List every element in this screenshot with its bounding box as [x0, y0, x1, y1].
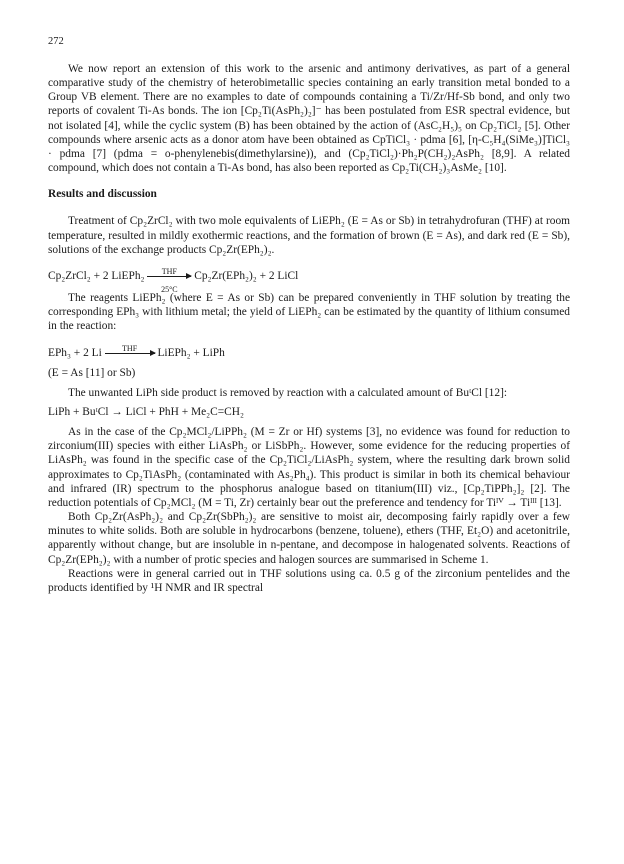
- equation-lithiation-reactants: EPh₃ + 2 Li: [48, 346, 102, 359]
- arrow-line: [105, 353, 155, 354]
- paragraph-stability: Both Cp₂Zr(AsPh₂)₂ and Cp₂Zr(SbPh₂)₂ are sensitive to moist air, decomposing fairly rapidly over a few minutes to white solids. Both are soluble in hydrocarbons (benzene, toluene), ethers (THF, Et₂O) and acetonitrile, apparently without change, but are insoluble in n-pentane, and decompose in halogenated solvents. Reactions of Cp₂Zr(EPh₂)₂ with a number of protic species and halogen sources are summarised in Scheme 1.: [48, 511, 570, 566]
- equation-exchange-reactants: Cp₂ZrCl₂ + 2 LiEPh₂: [48, 269, 145, 282]
- page-number: 272: [48, 36, 64, 47]
- equation-quench: LiPh + BuᵗCl → LiCl + PhH + Me₂C=CH₂: [48, 405, 244, 418]
- paragraph-reagents: The reagents LiEPh₂ (where E = As or Sb) can be prepared conveniently in THF solution by treating the corresponding EPh₃ with lithium metal; the yield of LiEPh₂ can be estimated by the quantity of lithium consumed in the reaction:: [48, 292, 570, 333]
- paragraph-introduction: We now report an extension of this work to the arsenic and antimony derivatives, as part of a general comparative study of the chemistry of heterobimetallic species containing an early transition metal bonded to a Group VB element. There are no examples to date of compounds containing a Ti/Zr/Hf-Sb bond, and only two reports of covalent Ti-As bonds. The ion [Cp₂Ti(AsPh₂)₂]⁻ has been postulated from ESR spectral evidence, but not isolated [4], while the cyclic system (B) has been obtained by the action of (AsC₂H₅)₅ on Cp₂TiCl₂ [5]. Other compounds where arsenic acts as a donor atom have been obtained as CpTiCl₃ · pdma [6], [η-C₅H₄(SiMe₃)]TiCl₃ · pdma [7] (pdma = o-phenylenebis(dimethylarsine)), and (Cp₂TiCl₂)·Ph₂P(CH₂)₂AsPh₂ [8,9]. A related compound, which does not contain a Ti-As bond, has also been reported as Cp₂Ti(CH₂)₃AsMe₂ [10].: [48, 63, 570, 175]
- equation-exchange: [48, 267, 570, 295]
- equation-exchange-products: Cp₂Zr(EPh₂)₂ + 2 LiCl: [194, 269, 299, 282]
- section-heading: Results and discussion: [48, 188, 157, 201]
- arrow-condition-solvent: THF: [122, 343, 138, 353]
- reaction-arrow: [105, 343, 155, 354]
- equation-lithiation-products: LiEPh₂ + LiPh: [157, 346, 225, 359]
- equation-lithiation-note: (E = As [11] or Sb): [48, 366, 136, 379]
- equation-lithiation: [48, 343, 570, 360]
- arrow-line: [147, 276, 191, 277]
- arrow-condition-temperature: 25°C: [161, 285, 178, 295]
- article-body: [48, 62, 570, 595]
- paragraph-reduction: As in the case of the Cp₂MCl₂/LiPPh₂ (M = Zr or Hf) systems [3], no evidence was found for reduction to zirconium(III) species with either LiAsPh₂ or LiSbPh₂. However, some evidence for the reducing properties of LiAsPh₂ was found in the specific case of the Cp₂TiCl₂/LiAsPh₂ system, where the resulting dark brown solid approximates to Cp₂TiAsPh₂ (contaminated with As₂Ph₄). This product is similar in both its chemical behaviour and infrared (IR) spectrum to the phosphorus analogue based on titanium(III) viz., [Cp₂TiPPh₂]₂ [2]. The reduction potentials of Cp₂MCl₂ (M = Ti, Zr) certainly bear out the preference and tendency for Tiᴵⱽ → Tiᴵᴵᴵ [13].: [48, 426, 570, 509]
- paragraph-reactions: Reactions were in general carried out in THF solutions using ca. 0.5 g of the zirconium pentelides and the products identified by ¹H NMR and IR spectral: [48, 567, 570, 594]
- paragraph-treatment: Treatment of Cp₂ZrCl₂ with two mole equivalents of LiEPh₂ (E = As or Sb) in tetrahydrofuran (THF) at room temperature, resulted in mildly exothermic reactions, and the formation of brown (E = As), and dark red (E = Sb), solutions of the exchange products Cp₂Zr(EPh₂)₂.: [48, 215, 570, 256]
- arrow-condition-solvent: THF: [161, 267, 177, 277]
- paragraph-side-product: The unwanted LiPh side product is removed by reaction with a calculated amount of BuᵗCl [12]:: [68, 386, 508, 399]
- reaction-arrow: [147, 267, 191, 295]
